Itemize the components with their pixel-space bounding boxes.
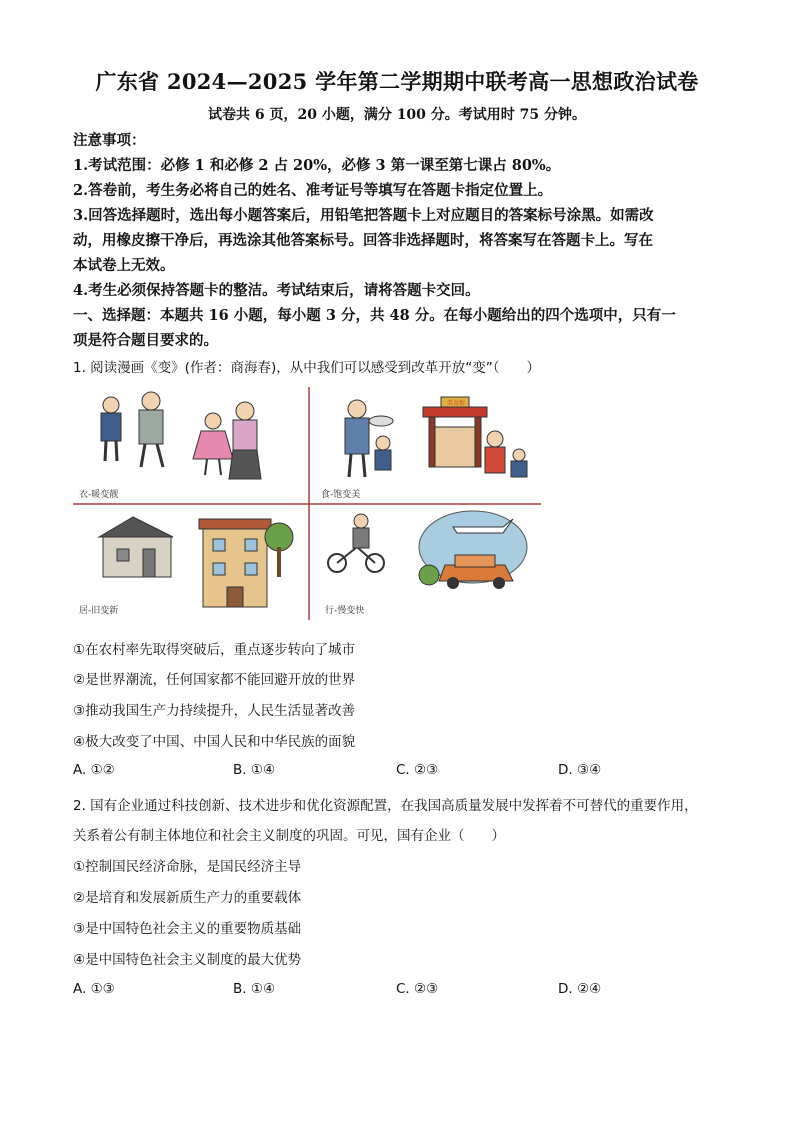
notice-item: 2.答卷前，考生务必将自己的姓名、准考证号等填写在答题卡指定位置上。 [73, 182, 553, 199]
comic-panel-food [345, 397, 527, 477]
q2-statement: ②是培育和发展新质生产力的重要载体 [73, 890, 302, 906]
notice-item: 3.回答选择题时，选出每小题答案后，用铅笔把答题卡上对应题目的答案标号涂黑。如需改 [73, 207, 654, 224]
notice-item: 1.考试范围：必修 1 和必修 2 占 20%，必修 3 第一课至第七课占 80%。 [73, 157, 561, 174]
exam-title: 广东省 2024—2025 学年第二学期期中联考高一思想政治试卷 [95, 69, 699, 94]
q1-option-d: D. ③④ [558, 762, 602, 778]
q2-stem: 2. 国有企业通过科技创新、技术进步和优化资源配置，在我国高质量发展中发挥着不可替代的重要作用， [73, 798, 698, 814]
caption-transport: 行-慢变快 [325, 606, 365, 616]
exam-subtitle: 试卷共 6 页，20 小题，满分 100 分。考试用时 75 分钟。 [207, 107, 587, 123]
comic-image [73, 387, 541, 620]
notice-item: 动，用橡皮擦干净后，再选涂其他答案标号。回答非选择题时，将答案写在答题卡上。写在 [73, 232, 653, 249]
q2-option-d: D. ②④ [558, 981, 602, 997]
notice-item: 本试卷上无效。 [73, 257, 175, 274]
notice-item: 4.考生必须保持答题卡的整洁。考试结束后，请将答题卡交回。 [73, 282, 480, 299]
comic-panel-clothing [73, 392, 261, 495]
comic-sign: 美食街 [447, 400, 466, 407]
section-heading-cont: 项是符合题目要求的。 [73, 332, 218, 349]
q2-stem-cont: 关系着公有制主体地位和社会主义制度的巩固。可见，国有企业（ ） [73, 828, 505, 844]
q1-option-c: C. ②③ [396, 762, 439, 778]
q1-option-a: A. ①② [73, 762, 115, 778]
caption-food: 食-饱变美 [321, 490, 361, 500]
q1-statement: ④极大改变了中国、中国人民和中华民族的面貌 [73, 734, 356, 750]
caption-clothing: 衣-暖变靓 [79, 490, 119, 500]
comic-panel-housing [99, 517, 293, 607]
comic-panel-transport [328, 511, 527, 589]
q2-statement: ④是中国特色社会主义制度的最大优势 [73, 952, 302, 968]
notice-heading: 注意事项： [73, 132, 146, 149]
q2-option-c: C. ②③ [396, 981, 439, 997]
q1-option-b: B. ①④ [233, 762, 276, 778]
caption-housing: 居-旧变新 [79, 606, 119, 616]
q2-option-b: B. ①④ [233, 981, 276, 997]
q2-statement: ③是中国特色社会主义的重要物质基础 [73, 921, 302, 937]
q1-statement: ②是世界潮流，任何国家都不能回避开放的世界 [73, 672, 356, 688]
q1-statement: ①在农村率先取得突破后，重点逐步转向了城市 [73, 642, 356, 658]
q1-stem: 1. 阅读漫画《变》(作者：商海春)，从中我们可以感受到改革开放“变”（ ） [73, 360, 540, 376]
q1-statement: ③推动我国生产力持续提升，人民生活显著改善 [73, 703, 356, 719]
q2-option-a: A. ①③ [73, 981, 115, 997]
q2-statement: ①控制国民经济命脉，是国民经济主导 [73, 859, 302, 875]
section-heading: 一、选择题：本题共 16 小题，每小题 3 分，共 48 分。在每小题给出的四个选项中，只有一 [73, 307, 676, 324]
